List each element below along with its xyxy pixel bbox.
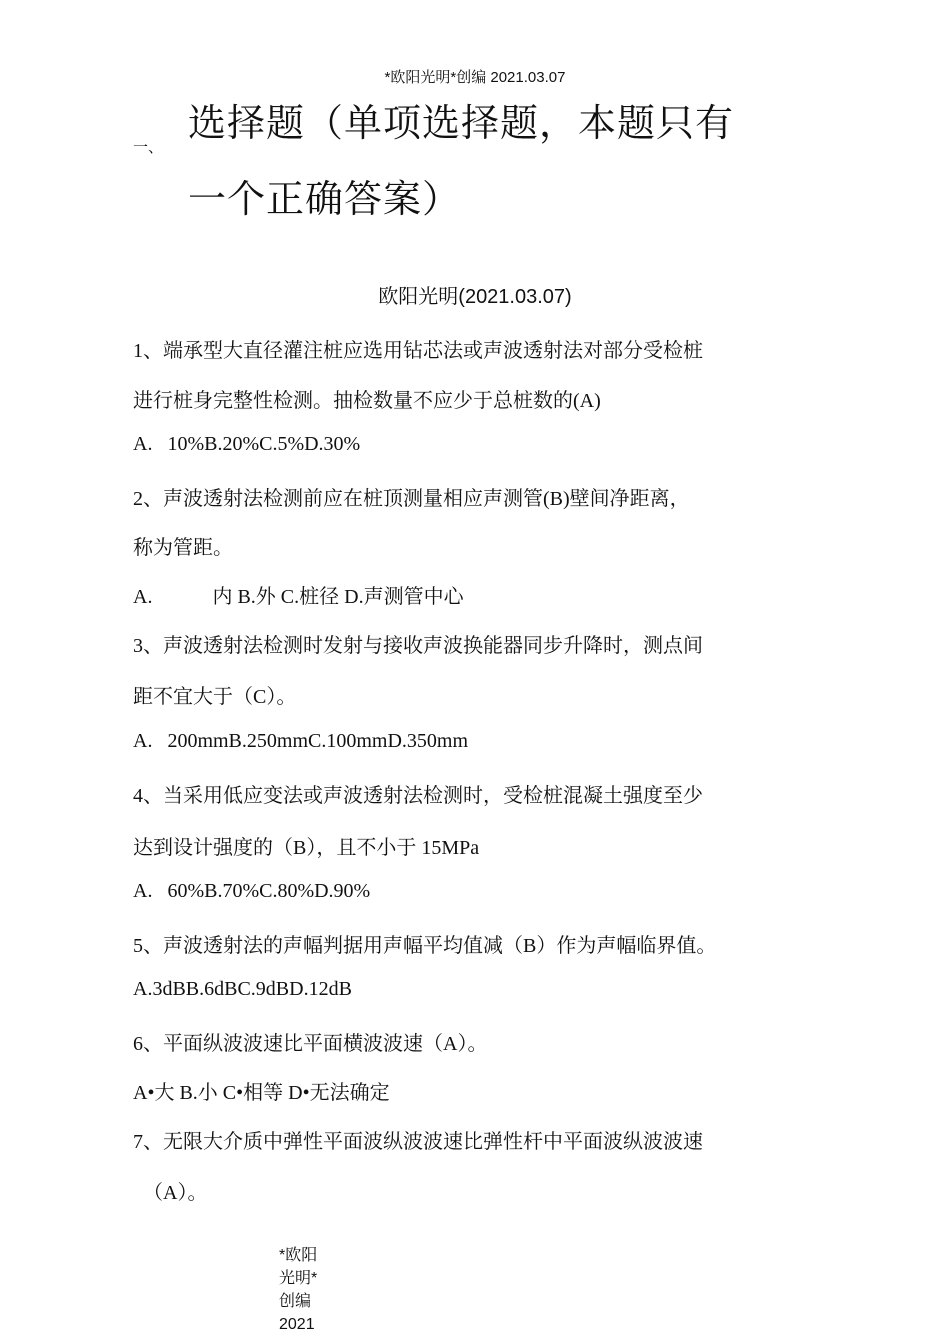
page-header: *欧阳光明*创编 2021.03.07 — [384, 69, 566, 86]
question-1-line-2: 进行桩身完整性检测。抽检数量不应少于总桩数的(A) — [133, 390, 601, 412]
question-1-options: A. 10%B.20%C.5%D.30% — [133, 433, 361, 455]
section-number: 一、 — [133, 140, 164, 156]
question-1-line-1: 1、端承型大直径灌注桩应选用钻芯法或声波透射法对部分受检桩 — [133, 340, 703, 362]
question-3-options: A. 200mmB.250mmC.100mmD.350mm — [133, 730, 469, 752]
question-5-line-1: 5、声波透射法的声幅判据用声幅平均值减（B）作为声幅临界值。 — [133, 935, 717, 957]
question-3-line-1: 3、声波透射法检测时发射与接收声波换能器同步升降时，测点间 — [133, 635, 703, 657]
question-4-line-1: 4、当采用低应变法或声波透射法检测时，受检桩混凝土强度至少 — [133, 785, 703, 807]
author-line: 欧阳光明(2021.03.07) — [378, 286, 572, 308]
question-7-line-1: 7、无限大介质中弹性平面波纵波波速比弹性杆中平面波纵波波速 — [133, 1131, 703, 1153]
section-title-line-2: 一个正确答案） — [188, 177, 462, 221]
question-6-options: A•大 B.小 C•相等 D•无法确定 — [133, 1082, 390, 1104]
page-footer: *欧阳光明*创编 2021 — [279, 1247, 318, 1333]
question-3-line-2: 距不宜大于（C）。 — [133, 686, 297, 708]
question-2-line-2: 称为管距。 — [133, 537, 233, 559]
question-5-options: A.3dBB.6dBC.9dBD.12dB — [133, 978, 352, 1000]
question-4-options: A. 60%B.70%C.80%D.90% — [133, 880, 371, 902]
question-2-line-1: 2、声波透射法检测前应在桩顶测量相应声测管(B)壁间净距离， — [133, 488, 690, 510]
question-2-options: A. 内 B.外 C.桩径 D.声测管中心 — [133, 586, 464, 608]
question-4-line-2: 达到设计强度的（B），且不小于 15MPa — [133, 837, 480, 859]
section-title-line-1: 选择题（单项选择题，本题只有 — [188, 101, 735, 145]
question-6-line-1: 6、平面纵波波速比平面横波波速（A）。 — [133, 1033, 488, 1055]
question-7-line-2: （A）。 — [143, 1182, 208, 1204]
